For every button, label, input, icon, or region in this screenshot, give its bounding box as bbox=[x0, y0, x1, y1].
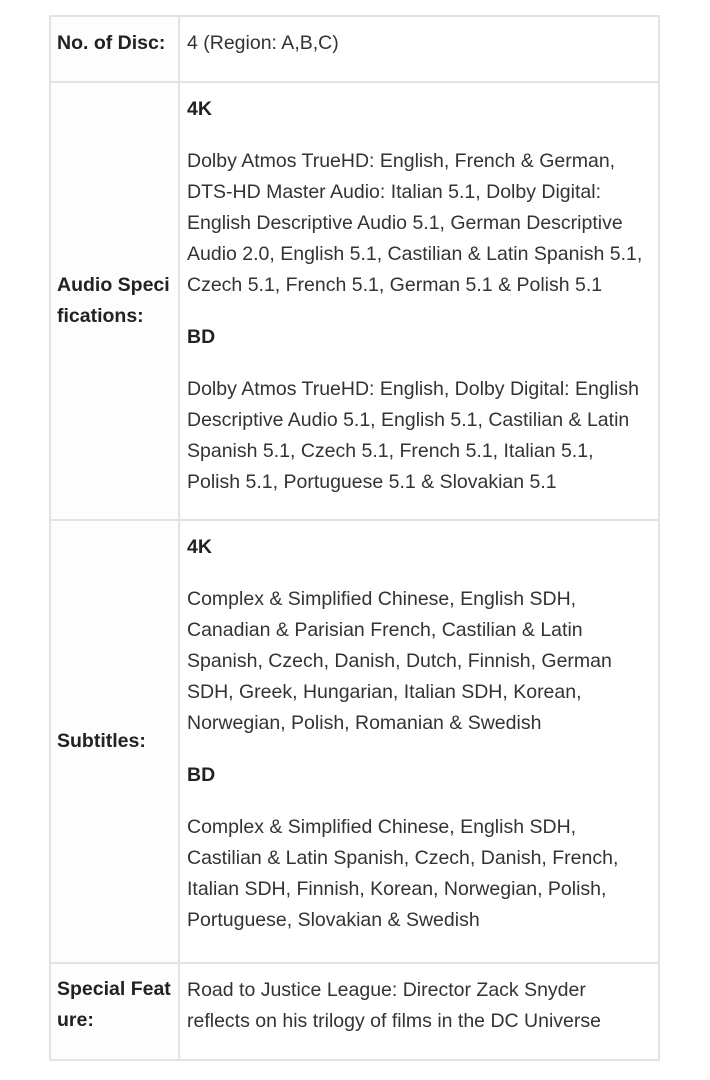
audio-4k-text: Dolby Atmos TrueHD: English, French & German, DTS-HD Master Audio: Italian 5.1, Dolby Digital: English Descriptive Audio 5.1, German Descriptive Audio 2.0, English 5.1, Castilian & Latin Spanish 5.1, Czech 5.1, French 5.1, German 5.1 & Polish 5.1 bbox=[187, 150, 643, 296]
table-row-audio bbox=[50, 82, 659, 520]
table-row-disc bbox=[50, 16, 659, 82]
subtitles-bd-heading: BD bbox=[187, 764, 216, 786]
special-feature-label: Special Feature: bbox=[50, 963, 179, 1060]
audio-4k-heading: 4K bbox=[187, 98, 212, 120]
subtitles-4k-heading: 4K bbox=[187, 536, 212, 558]
audio-bd-heading: BD bbox=[187, 326, 216, 348]
subtitles-bd-text: Complex & Simplified Chinese, English SDH, Castilian & Latin Spanish, Czech, Danish, French, Italian SDH, Finnish, Korean, Norwegian, Polish, Portuguese, Slovakian & Swedish bbox=[187, 816, 619, 931]
audio-spec-value bbox=[179, 82, 659, 520]
subtitles-value bbox=[179, 520, 659, 963]
table-row-feature bbox=[50, 963, 659, 1060]
disc-count-value bbox=[179, 16, 659, 82]
table-row-subtitles bbox=[50, 520, 659, 963]
special-feature-text: Road to Justice League: Director Zack Snyder reflects on his trilogy of films in the DC Universe bbox=[187, 979, 601, 1032]
disc-count-text: 4 (Region: A,B,C) bbox=[187, 32, 339, 54]
disc-count-label: No. of Disc: bbox=[50, 16, 179, 82]
specifications-table bbox=[49, 15, 660, 1061]
special-feature-value bbox=[179, 963, 659, 1060]
audio-bd-text: Dolby Atmos TrueHD: English, Dolby Digital: English Descriptive Audio 5.1, English 5.1, Castilian & Latin Spanish 5.1, Czech 5.1, French 5.1, Italian 5.1, Polish 5.1, Portuguese 5.1 & Slovakian 5.1 bbox=[187, 378, 639, 493]
subtitles-label: Subtitles: bbox=[50, 520, 179, 963]
subtitles-4k-text: Complex & Simplified Chinese, English SDH, Canadian & Parisian French, Castilian & Latin Spanish, Czech, Danish, Dutch, Finnish, German SDH, Greek, Hungarian, Italian SDH, Korean, Norwegian, Polish, Romanian & Swedish bbox=[187, 588, 612, 734]
audio-spec-label: Audio Specifications: bbox=[50, 82, 179, 520]
